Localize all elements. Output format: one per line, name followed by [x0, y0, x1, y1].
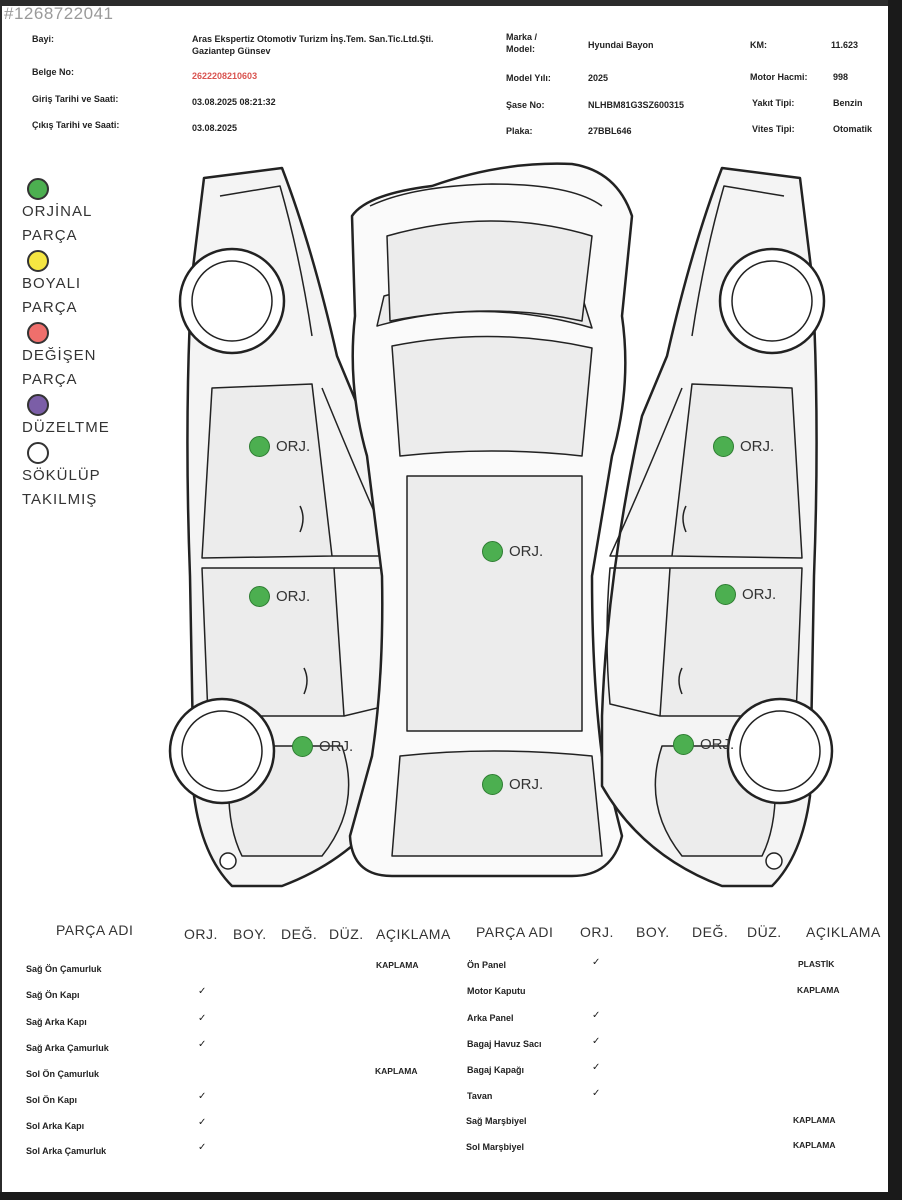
marka-label-2: Model: [506, 44, 535, 54]
marker-label: ORJ. [740, 438, 775, 455]
table-row-name: Sağ Arka Kapı [26, 1017, 87, 1027]
th-duz-right: DÜZ. [747, 924, 782, 940]
km-value: 11.623 [831, 40, 859, 50]
sase-value: NLHBM81G3SZ600315 [588, 100, 685, 110]
original-dot-icon [713, 436, 734, 457]
marker-right-rear-door [715, 584, 776, 605]
giris-value: 03.08.2025 08:21:32 [192, 97, 276, 107]
check-icon: ✓ [198, 986, 207, 997]
table-row-name: Sağ Marşbiyel [466, 1116, 527, 1126]
expertise-report-sheet [2, 6, 888, 1192]
yakit-value: Benzin [833, 98, 863, 108]
motor-label: Motor Hacmi: [750, 72, 808, 82]
marker-left-rear-door [249, 586, 310, 607]
original-dot-icon [292, 736, 313, 757]
marker-roof [482, 541, 543, 562]
marker-label: ORJ. [509, 776, 544, 793]
marker-right-rear-fender [673, 734, 734, 755]
bayi-value-2: Gaziantep Günsev [192, 46, 271, 56]
marker-trunk-lid [482, 774, 543, 795]
legend-dot-replaced [27, 322, 49, 344]
th-boy-right: BOY. [636, 924, 670, 940]
check-icon: ✓ [592, 957, 601, 968]
check-icon: ✓ [592, 1010, 601, 1021]
marker-label: ORJ. [509, 543, 544, 560]
legend-dot-painted [27, 250, 49, 272]
check-icon: ✓ [592, 1088, 601, 1099]
model-yili-label: Model Yılı: [506, 73, 551, 83]
cikis-value: 03.08.2025 [192, 123, 238, 133]
th-aciklama-left: AÇIKLAMA [376, 926, 451, 942]
original-dot-icon [482, 774, 503, 795]
legend-dot-repaired [27, 394, 49, 416]
original-dot-icon [482, 541, 503, 562]
table-row-name: Bagaj Havuz Sacı [467, 1039, 542, 1049]
check-icon: ✓ [592, 1062, 601, 1073]
giris-label: Giriş Tarihi ve Saati: [32, 94, 119, 104]
marka-label-1: Marka / [506, 32, 538, 42]
table-row-note: KAPLAMA [376, 960, 419, 970]
th-orj-right: ORJ. [580, 924, 614, 940]
table-row-note: KAPLAMA [797, 985, 840, 995]
table-row-name: Sağ Ön Kapı [26, 990, 80, 1000]
table-row-name: Sol Arka Kapı [26, 1121, 85, 1131]
bayi-value-1: Aras Ekspertiz Otomotiv Turizm İnş.Tem. San.Tic.Ltd.Şti. [192, 34, 434, 44]
marker-right-front-door [713, 436, 774, 457]
table-row-name: Sol Arka Çamurluk [26, 1146, 107, 1156]
legend-label-original: ORJİNAL PARÇA [22, 203, 93, 244]
scan-border-bottom [0, 1192, 902, 1200]
table-row-name: Arka Panel [467, 1013, 514, 1023]
plaka-value: 27BBL646 [588, 126, 632, 136]
table-row-name: Sağ Arka Çamurluk [26, 1043, 109, 1053]
table-row-note: KAPLAMA [375, 1066, 418, 1076]
check-icon: ✓ [198, 1091, 207, 1102]
table-row-note: KAPLAMA [793, 1140, 836, 1150]
table-row-note: PLASTİK [798, 959, 835, 969]
check-icon: ✓ [592, 1036, 601, 1047]
marker-label: ORJ. [742, 586, 777, 603]
marker-left-front-door [249, 436, 310, 457]
marka-value: Hyundai Bayon [588, 40, 654, 50]
table-row-name: Sol Marşbiyel [466, 1142, 525, 1152]
marker-label: ORJ. [276, 438, 311, 455]
table-row-name: Sol Ön Çamurluk [26, 1069, 100, 1079]
th-duz-left: DÜZ. [329, 926, 364, 942]
vites-label: Vites Tipi: [752, 124, 795, 134]
original-dot-icon [673, 734, 694, 755]
belge-label: Belge No: [32, 67, 75, 77]
th-boy-left: BOY. [233, 926, 267, 942]
bayi-label: Bayi: [32, 34, 55, 44]
legend-label-removed: SÖKÜLÜP TAKILMIŞ [22, 467, 101, 508]
belge-value: 2622208210603 [192, 71, 258, 81]
th-part-name-right: PARÇA ADI [476, 924, 554, 940]
watermark-id: #1268722041 [4, 4, 114, 23]
marker-label: ORJ. [319, 738, 354, 755]
legend-dot-original [27, 178, 49, 200]
table-row-name: Sol Ön Kapı [26, 1095, 78, 1105]
table-row-name: Tavan [467, 1091, 493, 1101]
vites-value: Otomatik [833, 124, 873, 134]
check-icon: ✓ [198, 1039, 207, 1050]
original-dot-icon [249, 436, 270, 457]
legend-label-painted: BOYALI PARÇA [22, 275, 82, 316]
original-dot-icon [249, 586, 270, 607]
legend-label-repaired: DÜZELTME [22, 419, 110, 436]
check-icon: ✓ [198, 1142, 207, 1153]
table-row-note: KAPLAMA [793, 1115, 836, 1125]
check-icon: ✓ [198, 1117, 207, 1128]
original-dot-icon [715, 584, 736, 605]
km-label: KM: [750, 40, 767, 50]
table-row-name: Bagaj Kapağı [467, 1065, 525, 1075]
motor-value: 998 [833, 72, 849, 82]
check-icon: ✓ [198, 1013, 207, 1024]
scan-border-right [888, 0, 902, 1200]
marker-left-rear-fender [292, 736, 353, 757]
th-deg-left: DEĞ. [281, 926, 318, 942]
color-legend [22, 178, 132, 514]
table-row-name: Sağ Ön Çamurluk [26, 964, 102, 974]
plaka-label: Plaka: [506, 126, 533, 136]
th-part-name-left: PARÇA ADI [56, 922, 134, 938]
model-yili-value: 2025 [588, 73, 609, 83]
legend-dot-removed [27, 442, 49, 464]
th-aciklama-right: AÇIKLAMA [806, 924, 881, 940]
yakit-label: Yakıt Tipi: [752, 98, 795, 108]
sase-label: Şase No: [506, 100, 545, 110]
marker-label: ORJ. [700, 736, 735, 753]
th-orj-left: ORJ. [184, 926, 218, 942]
th-deg-right: DEĞ. [692, 924, 729, 940]
table-row-name: Ön Panel [467, 960, 507, 970]
table-row-name: Motor Kaputu [467, 986, 526, 996]
cikis-label: Çıkış Tarihi ve Saati: [32, 120, 120, 130]
marker-label: ORJ. [276, 588, 311, 605]
legend-label-replaced: DEĞİŞEN PARÇA [22, 347, 97, 388]
